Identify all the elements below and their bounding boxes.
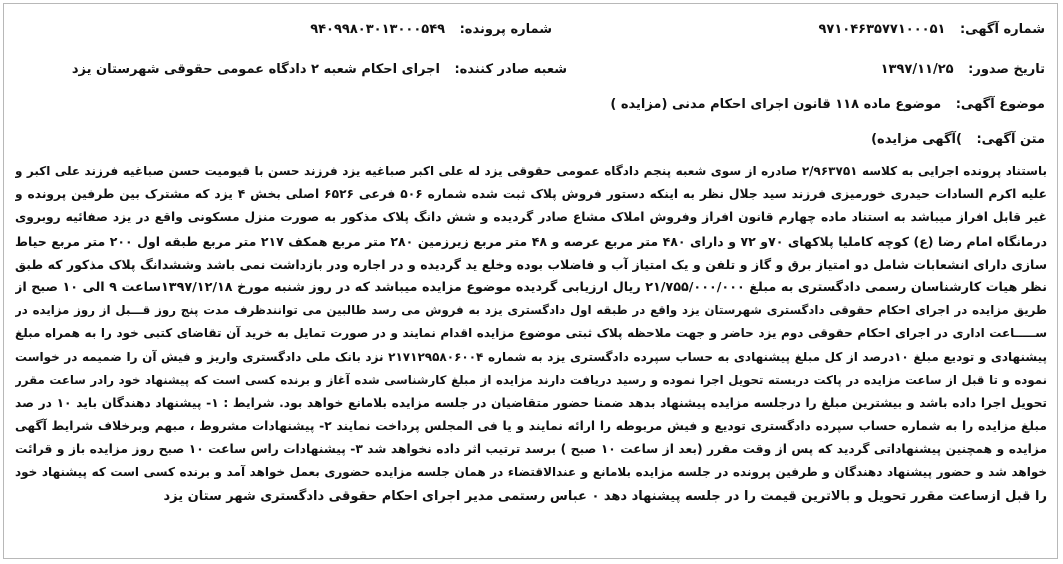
body-line: پیشنهادی و تودیع مبلغ ۱۰درصد از کل مبلغ پیشنهادی به حساب سپرده دادگستری یزد به شماره ۲۱۷۱۲۹۵۸۰۶۰۰۴ نزد بانک ملی دادگستری واریز و فیش آن را ضمیمه در خواست	[15, 349, 1047, 364]
body-line: علیه اکرم السادات حیدری خورمیزی فرزند سید جلال نظر به اینکه دستور فروش پلاک ثبت شده شماره ۵۰۶ فرعی ۶۵۲۶ اصلی بخش ۴ یزد که مشترک بین طرفین پرونده و	[15, 187, 1047, 202]
notice-number: ۹۷۱۰۴۶۳۵۷۷۱۰۰۰۵۱	[818, 22, 946, 37]
case-number: ۹۴۰۹۹۸۰۳۰۱۳۰۰۰۵۴۹	[310, 22, 446, 37]
body-line: نظر هیات کارشناسان رسمی دادگستری به مبلغ ۲۱/۷۵۵/۰۰۰/۰۰۰ ریال ارزیابی گردیده موضوع مزایده میباشد که در روز شنبه مورخ ۱۳۹۷/۱۲/۱۸ساعت ۹ الی ۱۰ صبح از	[15, 279, 1047, 295]
body-line: باستناد پرونده اجرایی به کلاسه ۲/۹۶۳۷۵۱ صادره از سوی شعبه پنجم دادگاه عمومی حقوقی یزد له علی اکبر صباغیه یزد فرزند حسن با قیومیت حسن صباغیه فرزند علی اکبر و	[15, 164, 1047, 178]
body-line: تحویل اجرا داده باشد و بیشترین مبلغ را درجلسه مزایده پیشنهاد بدهد ضمنا حضور متقاضیان در جلسه مزایده بلامانع خواهد بود. شرایط : ۱- پیشنهاد دهندگان باید ۱۰ در صد	[15, 395, 1047, 410]
body-line-signature: را قبل ازساعت مقرر تحویل و بالاترین قیمت را در جلسه پیشنهاد دهد ۰ عباس رستمی مدیر اجرای احکام حقوقی دادگستری شهر ستان یزد	[163, 488, 1047, 504]
issuing-branch-label: شعبه صادر کننده:	[454, 62, 567, 77]
issuing-branch: اجرای احکام شعبه ۲ دادگاه عمومی حقوقی شهرستان یزد	[71, 62, 440, 77]
notice-body	[15, 160, 1047, 508]
subject-label: موضوع آگهی:	[955, 97, 1045, 112]
case-number-label: شماره پرونده:	[459, 22, 552, 37]
body-line: مبلغ مزایده را به شماره حساب سپرده دادگستری تودیع و فیش مربوطه را ارائه نمایند و یا فی المجلس پرداخت نمایند ۲- پیشنهادات مشروط ، مبهم وبرخلاف شرایط آگهی	[15, 419, 1047, 434]
subject: موضوع ماده ۱۱۸ قانون اجرای احکام مدنی (مزایده )	[610, 97, 942, 112]
body-line: نموده و تا قبل از ساعت مزایده در پاکت دربسته تحویل اجرا نموده و رسید دریافت دارند مزایده از مبلغ کارشناسی شده آغاز و برنده کسی است که پیشنهاد خود رادر ساعت مقرر	[15, 372, 1047, 387]
notice-text-label: متن آگهی:	[976, 132, 1045, 147]
subject-row	[610, 96, 1045, 114]
issuing-branch-row	[72, 61, 567, 79]
notice-number-label: شماره آگهی:	[959, 22, 1045, 37]
body-line: درمانگاه امام رضا (ع) کوچه کاملیا پلاکهای ۷۰و ۷۲ و دارای ۴۸۰ متر مربع عرصه و ۴۸ متر مربع زیرزمین ۲۸۰ متر مربع همکف ۲۱۷ متر مربع طبقه اول ۲۰۰ متر مربع حیاط	[15, 233, 1047, 249]
body-line: ســـــاعت اداری در اجرای احکام حقوقی دوم یزد حاضر و جهت ملاحظه پلاک ثبتی موضوع مزایده اقدام نمایند و در صورت تمایل به خرید آن تقاضای کتبی خود را به همراه مبلغ	[15, 326, 1047, 341]
body-line: سازی دارای انشعابات شامل دو امتیاز برق و گاز و تلفن و یک امتیاز آب و فاضلاب بوده وخلع ید گردیده و در اجاره ودر بازداشت نمی باشد وششدانگ پلاک مذکور که طبق	[15, 256, 1047, 272]
body-line: خواهد شد و حضور پیشنهاد دهندگان و طرفین پرونده در جلسه مزایده بلامانع و عندالاقتضاء در همان جلسه مزایده حضوری بعمل خواهد آمد و برنده کسی است که پیشنهاد خود	[15, 465, 1047, 480]
notice-text-row	[871, 131, 1045, 149]
case-number-row	[310, 21, 552, 39]
notice-text-title: )آگهی مزایده)	[871, 132, 962, 147]
body-line: غیر قابل افراز میباشد به استناد ماده چهارم قانون افراز وفروش املاک مشاع صادر گردیده و شش دانگ پلاک مذکور به صورت منزل مسکونی واقع در یزد صفائیه روبروی	[15, 210, 1047, 225]
notice-number-row	[819, 21, 1046, 39]
body-line: طریق مزایده در اجرای احکام حقوقی دادگستری شهرستان یزد واقع در طبقه اول دادگستری یزد به فروش می رسد طالبین می توانندظرف مدت پنج روز قـــبل از روز مزایده در	[15, 303, 1047, 318]
body-line: مزایده و همچنین پیشنهاداتی گردید که پس از وقت مقرر (بعد از ساعت ۱۰ صبح ) برسد ترتیب اثر داده نخواهد شد ۳- پیشنهادات راس ساعت ۱۰ صبح روز مزایده باز و قرائت	[15, 442, 1047, 457]
issue-date-row	[881, 61, 1045, 79]
issue-date: ۱۳۹۷/۱۱/۲۵	[880, 62, 954, 77]
issue-date-label: تاریخ صدور:	[968, 62, 1045, 77]
